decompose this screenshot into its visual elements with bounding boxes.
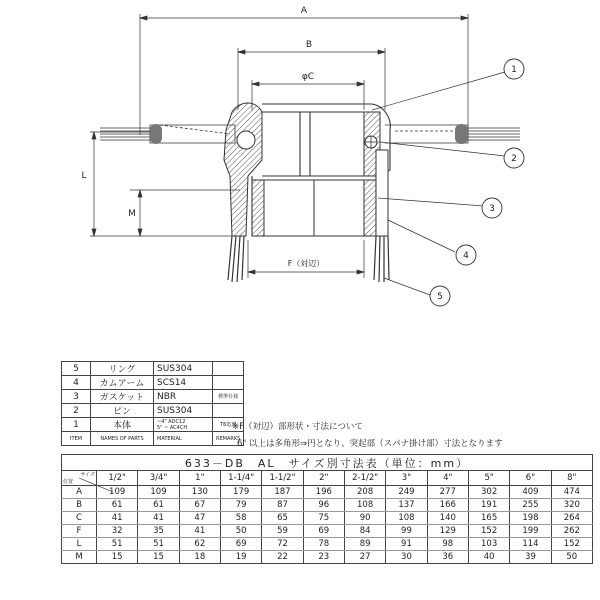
size-cell: 179 <box>220 486 261 499</box>
part-no: 5 <box>62 362 91 376</box>
size-table-title: 633－DB AL サイズ別寸法表（単位：mm） <box>61 454 593 471</box>
callout-4: 4 <box>463 251 469 261</box>
size-row-label: A <box>62 486 97 499</box>
part-material: SUS304 <box>154 404 213 418</box>
size-cell: 36 <box>427 551 468 564</box>
size-cell: 108 <box>344 499 385 512</box>
size-cell: 67 <box>179 499 220 512</box>
size-cell: 103 <box>468 538 509 551</box>
material-line: 5" ~ AC4CH <box>157 424 188 431</box>
size-cell: 152 <box>551 538 592 551</box>
size-cell: 191 <box>468 499 509 512</box>
size-header: 2" <box>303 471 344 486</box>
size-cell: 19 <box>220 551 261 564</box>
size-cell: 72 <box>262 538 303 551</box>
size-cell: 98 <box>427 538 468 551</box>
size-cell: 15 <box>97 551 138 564</box>
part-material: SUS304 <box>154 362 213 376</box>
dimension-l <box>90 132 240 236</box>
size-cell: 196 <box>303 486 344 499</box>
size-cell: 41 <box>138 512 179 525</box>
part-material <box>154 418 213 432</box>
header-names: NAMES OF PARTS <box>91 432 154 446</box>
parts-row <box>62 376 244 390</box>
size-cell: 129 <box>427 525 468 538</box>
size-header-row <box>62 471 593 486</box>
note-line-2: 6" 以上は多角形⇒円となり、突起部（スパナ掛け部）寸法となります <box>237 439 503 449</box>
arm-fingers-right <box>374 236 389 282</box>
size-header: 1-1/2" <box>262 471 303 486</box>
part-no: 1 <box>62 418 91 432</box>
size-cell: 22 <box>262 551 303 564</box>
parts-row <box>62 418 244 432</box>
size-cell: 69 <box>303 525 344 538</box>
dimension-c <box>252 80 364 110</box>
part-no: 3 <box>62 390 91 404</box>
size-cell: 51 <box>138 538 179 551</box>
corner-position: 位置 <box>63 479 74 485</box>
size-header: 4" <box>427 471 468 486</box>
right-arm <box>376 150 388 236</box>
header-material: MATERIAL <box>154 432 213 446</box>
callout-1: 1 <box>511 65 517 75</box>
size-cell: 165 <box>468 512 509 525</box>
size-cell: 75 <box>303 512 344 525</box>
part-remarks: T6処理 <box>213 418 244 432</box>
part-remarks <box>213 404 244 418</box>
size-row-label: L <box>62 538 97 551</box>
size-cell: 109 <box>138 486 179 499</box>
size-cell: 65 <box>262 512 303 525</box>
size-cell: 302 <box>468 486 509 499</box>
size-cell: 51 <box>97 538 138 551</box>
callout-circles <box>430 59 524 306</box>
size-cell: 69 <box>220 538 261 551</box>
callout-5: 5 <box>437 292 443 302</box>
dimension-m-label: M <box>128 209 136 219</box>
part-name: 本体 <box>91 418 154 432</box>
size-cell: 32 <box>97 525 138 538</box>
parts-row <box>62 404 244 418</box>
size-cell: 109 <box>97 486 138 499</box>
size-row <box>62 525 593 538</box>
size-corner <box>62 471 97 486</box>
size-cell: 61 <box>138 499 179 512</box>
callout-leaders <box>372 72 505 295</box>
size-row <box>62 499 593 512</box>
size-header: 1/2" <box>97 471 138 486</box>
size-header: 5" <box>468 471 509 486</box>
size-cell: 264 <box>551 512 592 525</box>
size-cell: 18 <box>179 551 220 564</box>
size-cell: 87 <box>262 499 303 512</box>
body-thread-left <box>252 180 264 236</box>
size-cell: 166 <box>427 499 468 512</box>
size-row-label: M <box>62 551 97 564</box>
size-header: 8" <box>551 471 592 486</box>
left-pin <box>150 124 162 144</box>
cam-pivot <box>237 131 255 149</box>
parts-header <box>62 432 244 446</box>
part-remarks <box>213 376 244 390</box>
material-line: ~4" ADC12 <box>157 418 186 425</box>
note-line-1: ※F（対辺）部形状・寸法について <box>232 422 363 432</box>
size-cell: 90 <box>344 512 385 525</box>
dimension-b-label: B <box>305 40 313 50</box>
header-item: ITEM <box>62 432 91 446</box>
left-ring <box>100 125 235 143</box>
size-header: 2-1/2" <box>344 471 385 486</box>
size-cell: 277 <box>427 486 468 499</box>
dimension-m <box>130 190 240 236</box>
corner-size: サイズ <box>80 472 95 478</box>
size-cell: 140 <box>427 512 468 525</box>
size-row <box>62 512 593 525</box>
size-cell: 409 <box>510 486 551 499</box>
size-cell: 208 <box>344 486 385 499</box>
size-cell: 58 <box>220 512 261 525</box>
size-cell: 47 <box>179 512 220 525</box>
size-cell: 474 <box>551 486 592 499</box>
size-header: 1" <box>179 471 220 486</box>
size-cell: 89 <box>344 538 385 551</box>
corner-diagonal <box>79 478 113 492</box>
size-cell: 62 <box>179 538 220 551</box>
size-cell: 39 <box>510 551 551 564</box>
size-cell: 41 <box>97 512 138 525</box>
size-cell: 50 <box>220 525 261 538</box>
part-remarks <box>213 362 244 376</box>
size-cell: 41 <box>179 525 220 538</box>
dimension-c-label: φC <box>301 72 315 82</box>
body-thread-right <box>364 180 376 236</box>
callout-2: 2 <box>511 154 517 164</box>
size-cell: 108 <box>386 512 427 525</box>
part-no: 2 <box>62 404 91 418</box>
parts-row <box>62 362 244 376</box>
size-header: 3" <box>386 471 427 486</box>
dimension-l-label: L <box>81 171 87 181</box>
dimension-a-label: A <box>300 6 308 16</box>
size-cell: 198 <box>510 512 551 525</box>
size-cell: 35 <box>138 525 179 538</box>
size-cell: 255 <box>510 499 551 512</box>
size-cell: 99 <box>386 525 427 538</box>
dimension-f-label: F（対辺） <box>287 259 325 268</box>
part-name: ガスケット <box>91 390 154 404</box>
size-cell: 84 <box>344 525 385 538</box>
size-row <box>62 538 593 551</box>
parts-table <box>61 361 244 446</box>
size-cell: 91 <box>386 538 427 551</box>
size-cell: 114 <box>510 538 551 551</box>
right-ring <box>385 125 520 143</box>
size-cell: 23 <box>303 551 344 564</box>
part-material: SCS14 <box>154 376 213 390</box>
size-cell: 320 <box>551 499 592 512</box>
size-row-label: C <box>62 512 97 525</box>
size-cell: 78 <box>303 538 344 551</box>
size-header: 1-1/4" <box>220 471 261 486</box>
size-cell: 152 <box>468 525 509 538</box>
size-cell: 61 <box>97 499 138 512</box>
size-row-label: F <box>62 525 97 538</box>
size-cell: 27 <box>344 551 385 564</box>
size-table <box>61 471 593 564</box>
part-name: カムアーム <box>91 376 154 390</box>
size-row <box>62 551 593 564</box>
part-material: NBR <box>154 390 213 404</box>
size-cell: 262 <box>551 525 592 538</box>
size-cell: 40 <box>468 551 509 564</box>
size-cell: 96 <box>303 499 344 512</box>
right-pin <box>455 124 468 144</box>
size-cell: 199 <box>510 525 551 538</box>
size-header: 6" <box>510 471 551 486</box>
size-cell: 137 <box>386 499 427 512</box>
part-no: 4 <box>62 376 91 390</box>
size-cell: 59 <box>262 525 303 538</box>
part-name: リング <box>91 362 154 376</box>
size-cell: 50 <box>551 551 592 564</box>
size-cell: 249 <box>386 486 427 499</box>
size-cell: 15 <box>138 551 179 564</box>
part-name: ピン <box>91 404 154 418</box>
callout-3: 3 <box>489 204 495 214</box>
parts-row <box>62 390 244 404</box>
size-row <box>62 486 593 499</box>
size-row-label: B <box>62 499 97 512</box>
size-cell: 79 <box>220 499 261 512</box>
size-cell: 187 <box>262 486 303 499</box>
part-remarks: 標準仕様 <box>213 390 244 404</box>
size-cell: 30 <box>386 551 427 564</box>
size-cell: 130 <box>179 486 220 499</box>
size-header: 3/4" <box>138 471 179 486</box>
header-remarks: REMARKS <box>213 432 244 446</box>
arm-fingers-left <box>228 236 244 282</box>
